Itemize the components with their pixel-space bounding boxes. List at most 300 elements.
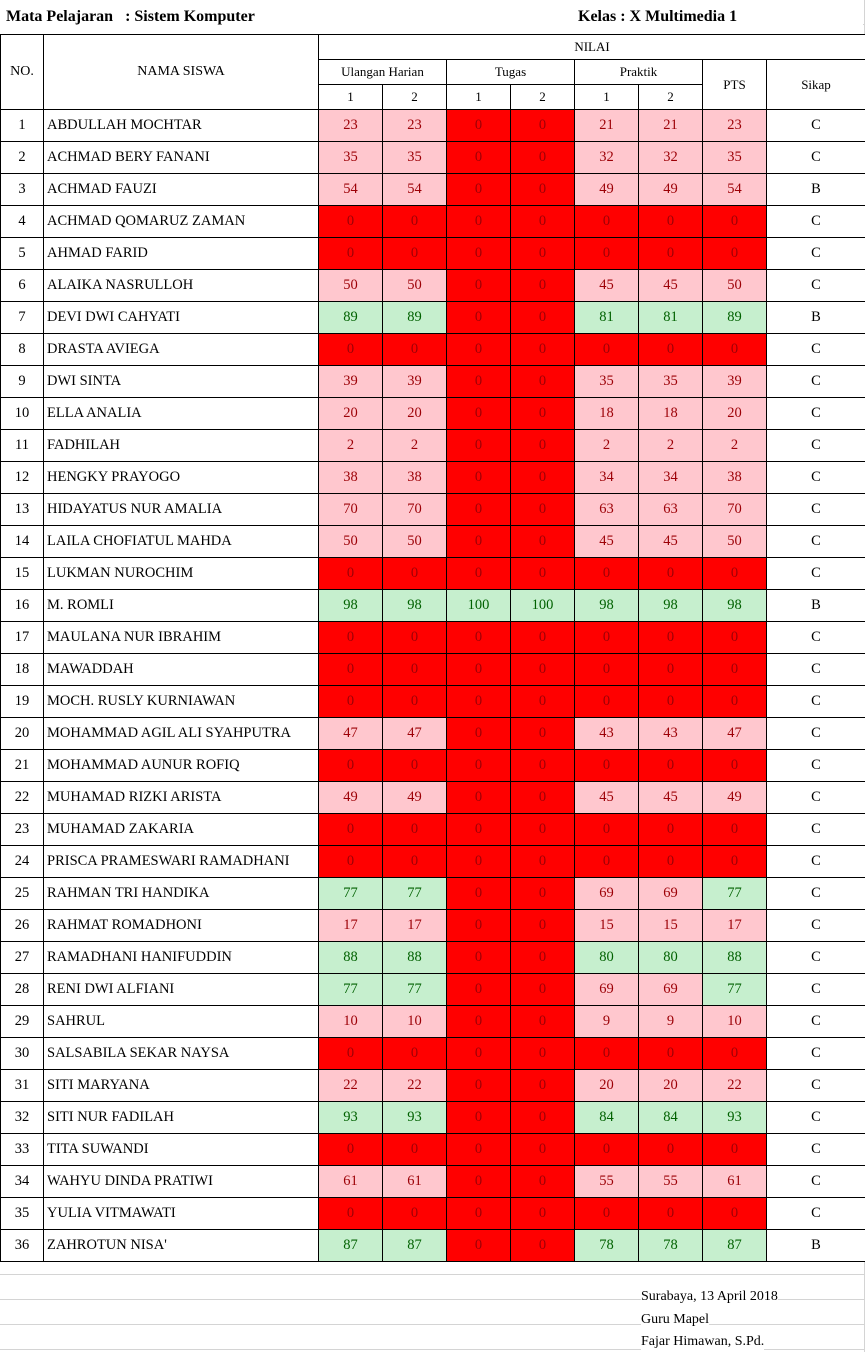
signature-teacher-name: Fajar Himawan, S.Pd. [641,1334,765,1349]
cell-praktik-1: 9 [575,1006,639,1038]
cell-praktik-1: 0 [575,750,639,782]
cell-no: 8 [1,334,44,366]
cell-student-name: ACHMAD FAUZI [44,174,319,206]
cell-uh-1: 89 [319,302,383,334]
cell-praktik-2: 18 [639,398,703,430]
cell-tugas-1: 0 [447,1006,511,1038]
cell-uh-2: 20 [383,398,447,430]
cell-pts: 54 [703,174,767,206]
cell-praktik-1: 55 [575,1166,639,1198]
cell-student-name: LAILA CHOFIATUL MAHDA [44,526,319,558]
cell-uh-1: 98 [319,590,383,622]
cell-sikap: C [767,910,865,942]
cell-uh-1: 0 [319,1038,383,1070]
cell-student-name: WAHYU DINDA PRATIWI [44,1166,319,1198]
cell-uh-1: 0 [319,622,383,654]
cell-pts: 77 [703,878,767,910]
cell-uh-1: 77 [319,974,383,1006]
cell-uh-2: 0 [383,654,447,686]
cell-no: 29 [1,1006,44,1038]
cell-no: 25 [1,878,44,910]
cell-no: 11 [1,430,44,462]
cell-sikap: C [767,430,865,462]
cell-praktik-1: 43 [575,718,639,750]
cell-student-name: FADHILAH [44,430,319,462]
cell-no: 31 [1,1070,44,1102]
cell-uh-2: 98 [383,590,447,622]
cell-tugas-2: 0 [511,654,575,686]
cell-praktik-1: 49 [575,174,639,206]
cell-student-name: LUKMAN NUROCHIM [44,558,319,590]
cell-tugas-2: 0 [511,430,575,462]
cell-praktik-1: 0 [575,1198,639,1230]
cell-student-name: RENI DWI ALFIANI [44,974,319,1006]
cell-sikap: C [767,398,865,430]
cell-uh-1: 0 [319,750,383,782]
cell-student-name: MAULANA NUR IBRAHIM [44,622,319,654]
cell-praktik-1: 0 [575,1134,639,1166]
cell-uh-1: 38 [319,462,383,494]
table-row [1,1134,865,1166]
table-row [1,558,865,590]
cell-student-name: MAWADDAH [44,654,319,686]
cell-pts: 0 [703,1038,767,1070]
cell-uh-2: 35 [383,142,447,174]
cell-student-name: RAHMAN TRI HANDIKA [44,878,319,910]
cell-sikap: C [767,494,865,526]
cell-sikap: B [767,590,865,622]
cell-praktik-2: 35 [639,366,703,398]
cell-no: 19 [1,686,44,718]
cell-praktik-2: 0 [639,654,703,686]
cell-tugas-2: 0 [511,334,575,366]
cell-tugas-1: 0 [447,878,511,910]
cell-sikap: C [767,1198,865,1230]
cell-sikap: C [767,750,865,782]
subject-label: Mata Pelajaran [6,8,114,25]
cell-no: 2 [1,142,44,174]
cell-praktik-1: 63 [575,494,639,526]
cell-praktik-2: 55 [639,1166,703,1198]
cell-tugas-1: 0 [447,110,511,142]
col-header-praktik-1: 1 [575,85,639,110]
table-row [1,238,865,270]
table-row [1,878,865,910]
cell-praktik-1: 35 [575,366,639,398]
cell-student-name: YULIA VITMAWATI [44,1198,319,1230]
cell-student-name: SAHRUL [44,1006,319,1038]
table-row [1,1006,865,1038]
cell-no: 16 [1,590,44,622]
cell-pts: 17 [703,910,767,942]
cell-tugas-2: 0 [511,526,575,558]
grades-table [0,34,865,1262]
cell-uh-1: 0 [319,1198,383,1230]
cell-praktik-1: 0 [575,814,639,846]
cell-no: 7 [1,302,44,334]
cell-pts: 23 [703,110,767,142]
table-row [1,1070,865,1102]
cell-uh-1: 0 [319,654,383,686]
cell-no: 14 [1,526,44,558]
table-row [1,430,865,462]
cell-sikap: C [767,718,865,750]
table-row [1,1102,865,1134]
cell-sikap: C [767,1102,865,1134]
cell-tugas-1: 0 [447,1038,511,1070]
cell-uh-2: 0 [383,846,447,878]
cell-praktik-1: 0 [575,238,639,270]
col-header-no: NO. [1,35,44,110]
cell-student-name: MUHAMAD ZAKARIA [44,814,319,846]
cell-tugas-2: 0 [511,366,575,398]
cell-praktik-2: 45 [639,270,703,302]
cell-praktik-1: 20 [575,1070,639,1102]
cell-sikap: B [767,174,865,206]
cell-student-name: RAHMAT ROMADHONI [44,910,319,942]
cell-no: 22 [1,782,44,814]
cell-praktik-1: 18 [575,398,639,430]
cell-praktik-1: 81 [575,302,639,334]
cell-praktik-1: 0 [575,334,639,366]
cell-sikap: C [767,974,865,1006]
cell-uh-1: 47 [319,718,383,750]
cell-sikap: B [767,1230,865,1262]
cell-uh-1: 2 [319,430,383,462]
cell-pts: 87 [703,1230,767,1262]
cell-praktik-1: 84 [575,1102,639,1134]
cell-sikap: C [767,110,865,142]
cell-praktik-2: 43 [639,718,703,750]
cell-tugas-1: 0 [447,462,511,494]
cell-tugas-2: 0 [511,878,575,910]
col-header-nilai: NILAI [319,35,865,60]
cell-sikap: B [767,302,865,334]
cell-tugas-1: 0 [447,782,511,814]
cell-tugas-2: 0 [511,206,575,238]
cell-uh-1: 0 [319,334,383,366]
cell-tugas-1: 0 [447,718,511,750]
cell-tugas-1: 0 [447,1134,511,1166]
cell-praktik-2: 69 [639,878,703,910]
cell-uh-1: 17 [319,910,383,942]
cell-uh-1: 0 [319,846,383,878]
cell-uh-2: 0 [383,622,447,654]
cell-pts: 47 [703,718,767,750]
cell-uh-2: 0 [383,1134,447,1166]
cell-uh-1: 23 [319,110,383,142]
cell-no: 23 [1,814,44,846]
cell-tugas-2: 0 [511,1006,575,1038]
cell-pts: 0 [703,1198,767,1230]
cell-no: 20 [1,718,44,750]
cell-sikap: C [767,782,865,814]
table-row [1,366,865,398]
cell-praktik-2: 32 [639,142,703,174]
col-header-praktik-2: 2 [639,85,703,110]
cell-sikap: C [767,238,865,270]
cell-no: 18 [1,654,44,686]
cell-tugas-2: 0 [511,462,575,494]
table-row [1,814,865,846]
cell-pts: 2 [703,430,767,462]
cell-tugas-2: 0 [511,1230,575,1262]
cell-tugas-2: 0 [511,814,575,846]
cell-praktik-2: 0 [639,1198,703,1230]
table-row [1,654,865,686]
cell-uh-2: 0 [383,1198,447,1230]
cell-praktik-1: 45 [575,526,639,558]
cell-no: 12 [1,462,44,494]
cell-uh-2: 50 [383,526,447,558]
cell-pts: 39 [703,366,767,398]
cell-tugas-2: 0 [511,142,575,174]
table-row [1,782,865,814]
cell-tugas-1: 0 [447,686,511,718]
cell-tugas-2: 0 [511,686,575,718]
cell-uh-2: 70 [383,494,447,526]
subject-header [0,0,581,34]
cell-uh-2: 88 [383,942,447,974]
col-header-tugas-2: 2 [511,85,575,110]
cell-no: 5 [1,238,44,270]
cell-sikap: C [767,462,865,494]
cell-praktik-2: 0 [639,686,703,718]
signature-role: Guru Mapel [641,1312,710,1327]
cell-student-name: MOCH. RUSLY KURNIAWAN [44,686,319,718]
cell-tugas-1: 0 [447,654,511,686]
cell-praktik-2: 0 [639,846,703,878]
cell-praktik-2: 0 [639,334,703,366]
cell-uh-1: 22 [319,1070,383,1102]
table-row [1,1198,865,1230]
cell-praktik-1: 45 [575,782,639,814]
cell-praktik-2: 21 [639,110,703,142]
cell-sikap: C [767,366,865,398]
cell-sikap: C [767,846,865,878]
cell-praktik-1: 0 [575,558,639,590]
cell-sikap: C [767,654,865,686]
cell-uh-1: 10 [319,1006,383,1038]
col-header-name: NAMA SISWA [44,35,319,110]
cell-tugas-2: 0 [511,750,575,782]
cell-pts: 70 [703,494,767,526]
cell-sikap: C [767,686,865,718]
cell-student-name: ACHMAD BERY FANANI [44,142,319,174]
cell-tugas-1: 0 [447,1198,511,1230]
subject-value: : Sistem Komputer [125,8,255,25]
cell-pts: 35 [703,142,767,174]
cell-no: 36 [1,1230,44,1262]
cell-sikap: C [767,1134,865,1166]
col-header-uh-2: 2 [383,85,447,110]
table-row [1,750,865,782]
cell-uh-2: 0 [383,558,447,590]
cell-tugas-2: 0 [511,622,575,654]
cell-uh-2: 2 [383,430,447,462]
cell-no: 33 [1,1134,44,1166]
cell-tugas-1: 0 [447,750,511,782]
cell-praktik-2: 0 [639,814,703,846]
cell-student-name: ZAHROTUN NISA' [44,1230,319,1262]
cell-student-name: DRASTA AVIEGA [44,334,319,366]
cell-praktik-1: 32 [575,142,639,174]
cell-praktik-1: 0 [575,846,639,878]
cell-pts: 61 [703,1166,767,1198]
cell-uh-1: 0 [319,238,383,270]
cell-tugas-2: 0 [511,1134,575,1166]
cell-no: 17 [1,622,44,654]
cell-uh-1: 77 [319,878,383,910]
col-header-uh-1: 1 [319,85,383,110]
cell-praktik-2: 9 [639,1006,703,1038]
cell-tugas-2: 100 [511,590,575,622]
cell-tugas-2: 0 [511,494,575,526]
cell-tugas-2: 0 [511,558,575,590]
cell-pts: 50 [703,270,767,302]
cell-tugas-1: 0 [447,558,511,590]
cell-uh-2: 10 [383,1006,447,1038]
cell-student-name: PRISCA PRAMESWARI RAMADHANI [44,846,319,878]
cell-uh-2: 0 [383,686,447,718]
cell-no: 30 [1,1038,44,1070]
cell-tugas-2: 0 [511,1198,575,1230]
cell-student-name: ELLA ANALIA [44,398,319,430]
cell-tugas-2: 0 [511,910,575,942]
table-row [1,1038,865,1070]
cell-student-name: SALSABILA SEKAR NAYSA [44,1038,319,1070]
table-row [1,334,865,366]
cell-praktik-1: 15 [575,910,639,942]
cell-uh-2: 39 [383,366,447,398]
table-row [1,1166,865,1198]
cell-tugas-1: 0 [447,334,511,366]
cell-tugas-1: 0 [447,622,511,654]
cell-praktik-1: 0 [575,206,639,238]
cell-pts: 77 [703,974,767,1006]
cell-uh-2: 38 [383,462,447,494]
table-row [1,142,865,174]
cell-pts: 38 [703,462,767,494]
cell-pts: 50 [703,526,767,558]
cell-uh-2: 47 [383,718,447,750]
table-row [1,974,865,1006]
cell-praktik-2: 0 [639,622,703,654]
cell-student-name: DEVI DWI CAHYATI [44,302,319,334]
col-header-tugas: Tugas [447,60,575,85]
table-row [1,910,865,942]
cell-student-name: M. ROMLI [44,590,319,622]
cell-sikap: C [767,1070,865,1102]
table-row [1,302,865,334]
cell-uh-2: 0 [383,334,447,366]
cell-no: 27 [1,942,44,974]
cell-sikap: C [767,1038,865,1070]
cell-no: 21 [1,750,44,782]
cell-no: 28 [1,974,44,1006]
cell-tugas-2: 0 [511,238,575,270]
cell-tugas-2: 0 [511,302,575,334]
cell-sikap: C [767,814,865,846]
cell-praktik-1: 0 [575,1038,639,1070]
table-row [1,110,865,142]
cell-tugas-2: 0 [511,270,575,302]
cell-student-name: SITI MARYANA [44,1070,319,1102]
cell-uh-1: 20 [319,398,383,430]
cell-student-name: AHMAD FARID [44,238,319,270]
table-row [1,686,865,718]
cell-praktik-2: 63 [639,494,703,526]
cell-uh-1: 49 [319,782,383,814]
cell-uh-1: 0 [319,814,383,846]
cell-tugas-1: 0 [447,366,511,398]
cell-praktik-2: 0 [639,1038,703,1070]
cell-praktik-1: 21 [575,110,639,142]
cell-tugas-1: 0 [447,846,511,878]
cell-no: 34 [1,1166,44,1198]
cell-uh-2: 23 [383,110,447,142]
cell-pts: 0 [703,846,767,878]
cell-praktik-1: 69 [575,974,639,1006]
cell-uh-1: 54 [319,174,383,206]
cell-pts: 98 [703,590,767,622]
col-header-ulangan-harian: Ulangan Harian [319,60,447,85]
cell-uh-1: 93 [319,1102,383,1134]
cell-praktik-2: 78 [639,1230,703,1262]
col-header-tugas-1: 1 [447,85,511,110]
cell-praktik-1: 0 [575,686,639,718]
cell-student-name: ACHMAD QOMARUZ ZAMAN [44,206,319,238]
cell-no: 32 [1,1102,44,1134]
cell-student-name: TITA SUWANDI [44,1134,319,1166]
cell-student-name: HIDAYATUS NUR AMALIA [44,494,319,526]
cell-uh-1: 70 [319,494,383,526]
cell-pts: 0 [703,814,767,846]
cell-tugas-1: 100 [447,590,511,622]
cell-no: 10 [1,398,44,430]
cell-praktik-1: 2 [575,430,639,462]
cell-student-name: HENGKY PRAYOGO [44,462,319,494]
cell-praktik-2: 45 [639,782,703,814]
cell-praktik-2: 2 [639,430,703,462]
cell-praktik-2: 0 [639,558,703,590]
table-row [1,270,865,302]
cell-praktik-1: 98 [575,590,639,622]
cell-student-name: DWI SINTA [44,366,319,398]
table-row [1,494,865,526]
cell-uh-1: 87 [319,1230,383,1262]
cell-praktik-2: 98 [639,590,703,622]
cell-tugas-1: 0 [447,1102,511,1134]
cell-praktik-2: 34 [639,462,703,494]
cell-student-name: RAMADHANI HANIFUDDIN [44,942,319,974]
cell-tugas-1: 0 [447,814,511,846]
cell-sikap: C [767,142,865,174]
cell-pts: 0 [703,334,767,366]
cell-pts: 0 [703,238,767,270]
cell-pts: 0 [703,750,767,782]
cell-praktik-2: 0 [639,1134,703,1166]
student-rows [1,110,865,1262]
cell-uh-1: 39 [319,366,383,398]
cell-uh-1: 35 [319,142,383,174]
cell-tugas-1: 0 [447,270,511,302]
class-header: Kelas : X Multimedia 1 [578,0,863,34]
cell-tugas-1: 0 [447,430,511,462]
cell-praktik-1: 45 [575,270,639,302]
col-header-sikap: Sikap [767,60,865,110]
table-row [1,622,865,654]
